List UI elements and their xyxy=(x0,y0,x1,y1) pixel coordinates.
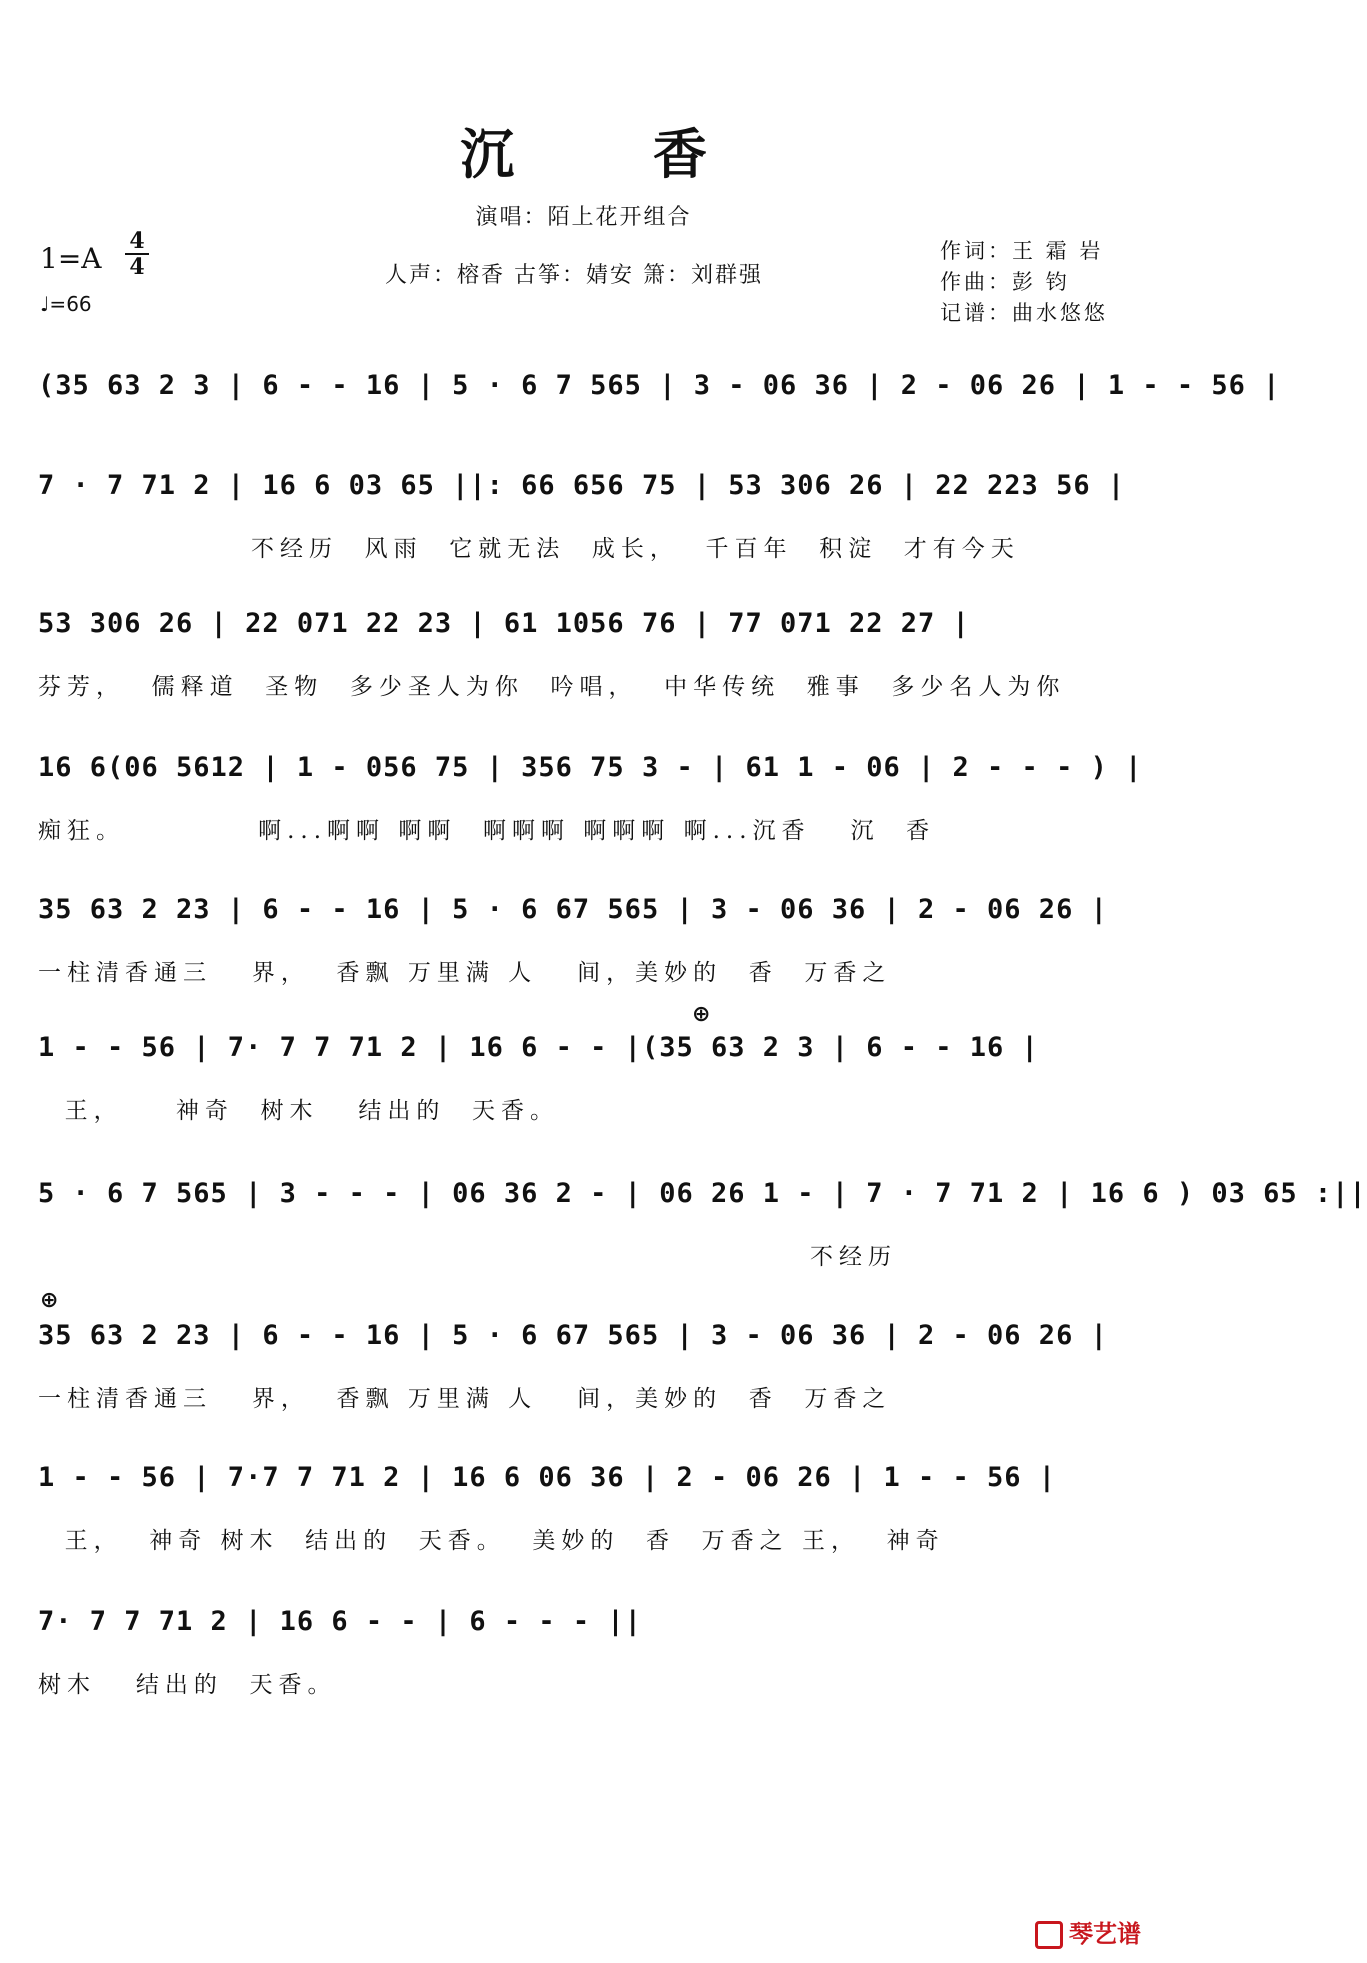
notation-system-1: (35 63 2 3 | 6 - - 16 | 5 · 6 7 565 | 3 - 06 36 | 2 - 06 26 | 1 - - 56 | xyxy=(38,370,1281,401)
lyrics-system-9: 王， 神奇 树木 结出的 天香。 美妙的 香 万香之 王， 神奇 xyxy=(38,1528,945,1554)
lyricist-credit: 作词：王 霜 岩 xyxy=(940,239,1104,263)
transcriber-credit: 记谱：曲水悠悠 xyxy=(940,301,1108,325)
notation-system-10: 7· 7 7 71 2 | 16 6 - - | 6 - - - || xyxy=(38,1606,642,1637)
lyrics-system-7: 不经历 xyxy=(38,1244,898,1270)
piano-logo-icon xyxy=(1035,1921,1063,1949)
performers-credit: 人声：榕香 古筝：婧安 箫：刘群强 xyxy=(385,263,763,288)
time-signature xyxy=(125,230,149,278)
credits-block xyxy=(940,236,1108,329)
lyrics-system-5: 一柱清香通三 界， 香飘 万里满 人 间，美妙的 香 万香之 xyxy=(38,960,892,986)
singer-credit: 演唱：陌上花开组合 xyxy=(475,205,692,230)
time-signature-top: 4 xyxy=(129,228,145,254)
notation-system-3: 53 306 26 | 22 071 22 23 | 61 1056 76 | 77 071 22 27 | xyxy=(38,608,970,639)
coda-sign-2: ⊕ xyxy=(40,1288,59,1313)
notation-system-7: 5 · 6 7 565 | 3 - - - | 06 36 2 - | 06 26 1 - | 7 · 7 71 2 | 16 6 ) 03 65 :|| xyxy=(38,1178,1367,1209)
lyrics-system-2: 不经历 风雨 它就无法 成长， 千百年 积淀 才有今天 xyxy=(38,536,1020,562)
notation-system-2: 7 · 7 71 2 | 16 6 03 65 ||: 66 656 75 | 53 306 26 | 22 223 56 | xyxy=(38,470,1126,501)
lyrics-system-6: 王， 神奇 树木 结出的 天香。 xyxy=(38,1098,560,1124)
tempo-marking: ♩=66 xyxy=(40,292,92,316)
composer-credit: 作曲：彭 钧 xyxy=(940,270,1070,294)
lyrics-system-3: 芬芳， 儒释道 圣物 多少圣人为你 吟唱， 中华传统 雅事 多少名人为你 xyxy=(38,674,1066,700)
lyrics-system-10: 树木 结出的 天香。 xyxy=(38,1672,337,1698)
lyrics-system-4: 痴狂。 啊...啊啊 啊啊 啊啊啊 啊啊啊 啊...沉香 沉 香 xyxy=(38,818,936,844)
notation-system-9: 1 - - 56 | 7·7 7 71 2 | 16 6 06 36 | 2 - 06 26 | 1 - - 56 | xyxy=(38,1462,1057,1493)
time-signature-bottom: 4 xyxy=(129,254,145,280)
notation-system-5: 35 63 2 23 | 6 - - 16 | 5 · 6 67 565 | 3 - 06 36 | 2 - 06 26 | xyxy=(38,894,1108,925)
lyrics-system-8: 一柱清香通三 界， 香飘 万里满 人 间，美妙的 香 万香之 xyxy=(38,1386,892,1412)
coda-sign-1: ⊕ xyxy=(692,1002,711,1027)
key-signature: 1=A xyxy=(40,242,102,275)
watermark-text: 琴艺谱 xyxy=(1069,1920,1141,1948)
notation-system-8: 35 63 2 23 | 6 - - 16 | 5 · 6 67 565 | 3 - 06 36 | 2 - 06 26 | xyxy=(38,1320,1108,1351)
watermark-logo xyxy=(1035,1914,1141,1949)
page-title: 沉 香 xyxy=(460,122,767,186)
notation-system-4: 16 6(06 5612 | 1 - 056 75 | 356 75 3 - | 61 1 - 06 | 2 - - - ) | xyxy=(38,752,1143,783)
notation-system-6: 1 - - 56 | 7· 7 7 71 2 | 16 6 - - |(35 63 2 3 | 6 - - 16 | xyxy=(38,1032,1039,1063)
